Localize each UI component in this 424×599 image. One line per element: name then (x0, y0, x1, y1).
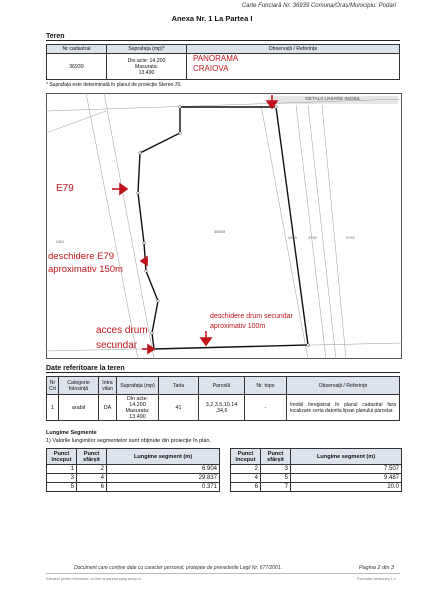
acces-drum-line1: acces drum (96, 325, 148, 336)
tarla-cell: 41 (159, 395, 199, 421)
neighbor-left-label: 2464 (56, 240, 64, 244)
seg-start: 5 (47, 483, 77, 492)
segmente-table-left (46, 448, 220, 492)
footer-legal-note: Document care conține date cu caracter personal, protejate de prevederile Legii Nr. 677/2001. (74, 565, 282, 571)
segmente-title: Lungime Segmente (46, 430, 97, 436)
acces-drum-line2: secundar (96, 340, 138, 351)
craiova-note: CRAIOVA (193, 64, 229, 73)
seg-length: 7.507 (291, 465, 402, 474)
teren-table (46, 44, 400, 80)
drum-secundar-line1: deschidere drum secundar (210, 313, 293, 320)
table-row (47, 474, 220, 483)
segmente-subtitle: 1) Valorile lungimilor segmentelor sunt obținute din proiecție în plan. (46, 438, 211, 444)
observatii-cell: Imobil înregistrat în planul cadastral fara localizare certa datorita lipsei planului parcelar. (287, 395, 400, 421)
suprafata-cell (107, 54, 187, 80)
table-row (47, 395, 400, 421)
table-row (231, 474, 402, 483)
col-observatii: Observații / Referințe (187, 45, 400, 54)
col-nr-cadastral: Nr cadastral (47, 45, 107, 54)
seg-end: 5 (261, 474, 291, 483)
suprafata-masurata-label: Masurata: (134, 63, 159, 70)
referiri-section-title: Date referitoare la teren (46, 365, 400, 373)
seg-length: 9.487 (291, 474, 402, 483)
neighbor-right-2: 37/92 (308, 236, 317, 240)
deschidere-e79-line1: deschidere E79 (48, 251, 115, 262)
seg-length: 20.0 (291, 483, 402, 492)
parcel-id-label: 36939 (214, 229, 226, 234)
nr-topo-cell: - (245, 395, 287, 421)
suprafata-masurata-label: Masurata: (125, 407, 150, 414)
teren-section-title: Teren (46, 33, 400, 41)
parcela-cell (199, 395, 245, 421)
col-suprafata: Suprafața (mp) (117, 377, 159, 395)
page-number: Pagina 2 din 3 (358, 565, 394, 571)
seg-length: 0.371 (107, 483, 220, 492)
seg-end: 7 (261, 483, 291, 492)
nr-cadastral-cell: 36939 (47, 54, 107, 80)
table-row (231, 483, 402, 492)
annex-title: Anexa Nr. 1 La Partea I (171, 14, 253, 23)
suprafata-acte: Din acte: 14.200 (127, 57, 166, 64)
parcela-line2: ,34,6 (215, 407, 228, 414)
neighbor-right-1: 34/79 (288, 236, 297, 240)
seg-start: 4 (231, 474, 261, 483)
table-row (47, 465, 220, 474)
segmente-table-right (230, 448, 402, 492)
footer-form-version: Formular versiunea 1.1 (356, 577, 396, 581)
deschidere-e79-line2: aproximativ 150m (48, 264, 123, 275)
footer-divider (46, 573, 400, 574)
col-tarla: Tarla (159, 377, 199, 395)
col-punct-inceput: Punct început (231, 449, 261, 465)
suprafata-footnote: * Suprafața este determinată în planul de proiecție Stereo 70. (46, 82, 182, 88)
seg-start: 1 (47, 465, 77, 474)
seg-length: 6.904 (107, 465, 220, 474)
suprafata-masurata-value: 13.490 (138, 69, 155, 76)
parcela-line1: 3,2,3.5,10,14 (205, 401, 238, 408)
table-row (47, 54, 400, 80)
intravilan-cell: DA (99, 395, 117, 421)
observatii-cell (187, 54, 400, 80)
col-lungime: Lungime segment (m) (107, 449, 220, 465)
table-row (231, 465, 402, 474)
col-nr-topo: Nr. topo (245, 377, 287, 395)
suprafata-acte-label: Din acte: (126, 395, 149, 402)
suprafata-cell (117, 395, 159, 421)
e79-note: E79 (56, 183, 74, 194)
seg-end: 6 (77, 483, 107, 492)
plan-caption: DETALII LINIARE IMOBIL (268, 96, 398, 104)
neighbor-right-3: 37/93 (346, 236, 355, 240)
seg-start: 2 (231, 465, 261, 474)
col-punct-sfarsit: Punct sfârșit (77, 449, 107, 465)
categorie-cell: arabil (59, 395, 99, 421)
seg-end: 2 (77, 465, 107, 474)
seg-length: 29.837 (107, 474, 220, 483)
seg-start: 3 (47, 474, 77, 483)
col-lungime: Lungime segment (m) (291, 449, 402, 465)
col-parcela: Parcelă (199, 377, 245, 395)
panorama-note: PANORAMA (193, 54, 239, 63)
seg-start: 6 (231, 483, 261, 492)
footer-source: Extrasul pentru informare on-line la adresa epay.ancpi.ro (46, 577, 142, 581)
col-nr-crt: Nr Crt (47, 377, 59, 395)
col-punct-sfarsit: Punct sfârșit (261, 449, 291, 465)
suprafata-masurata-value: 13.490 (129, 413, 146, 420)
col-observatii: Observații / Referințe (287, 377, 400, 395)
drum-secundar-line2: aproximativ 100m (210, 323, 266, 330)
nr-crt-cell: 1 (47, 395, 59, 421)
col-intravilan: Intra vilan (99, 377, 117, 395)
col-categorie: Categorie folosință (59, 377, 99, 395)
seg-end: 4 (77, 474, 107, 483)
table-row (47, 483, 220, 492)
col-punct-inceput: Punct început (47, 449, 77, 465)
seg-end: 3 (261, 465, 291, 474)
suprafata-acte-value: 14.200 (129, 401, 146, 408)
referiri-table (46, 376, 400, 421)
col-suprafata: Suprafața (mp)* (107, 45, 187, 54)
carte-funciara-header: Carte Funciară Nr. 36939 Comuna/Oraș/Municipiu: Podari (241, 3, 396, 9)
